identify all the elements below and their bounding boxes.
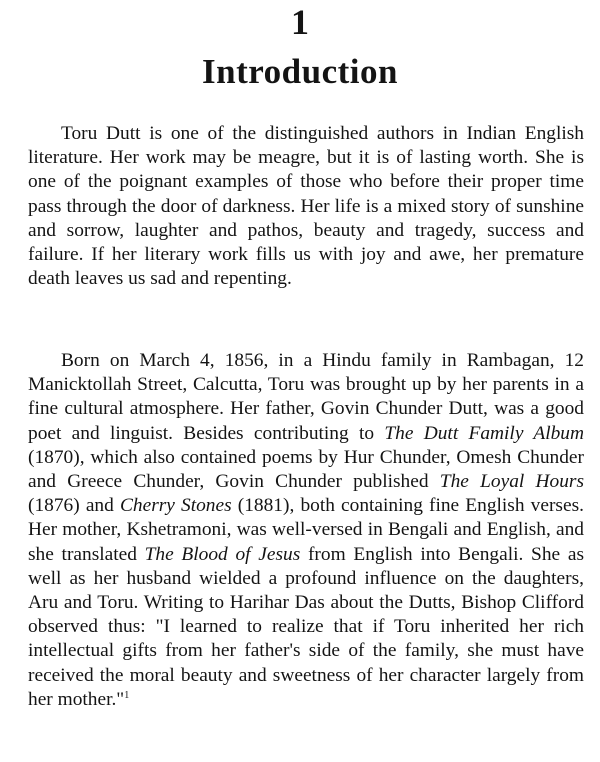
- paragraph-2-text: Born on March 4, 1856, in a Hindu family in Rambagan, 12 Manicktollah Street, Calcutta, Toru was brought up by her parents in a fine cultural atmosphere. Her father, Govin Chunder Dutt, was a good poet and linguist. Besides contributing to: [28, 350, 584, 444]
- chapter-number: 1: [291, 2, 309, 42]
- book-title-cherry-stones: Cherry Stones: [119, 495, 232, 517]
- paragraph-2: [28, 349, 584, 712]
- chapter-title: Introduction: [202, 52, 398, 91]
- book-title-blood-of-jesus: The Blood of Jesus: [144, 543, 301, 565]
- paragraph-2-text: (1870), which also contained poems by Hur Chunder, Omesh Chunder and Greece Chunder, Govin Chunder published: [28, 446, 584, 493]
- book-title-loyal-hours: The Loyal Hours: [439, 471, 585, 493]
- paragraph-2-text: (1876) and: [28, 495, 120, 517]
- paragraph-1: Toru Dutt is one of the distinguished authors in Indian English literature. Her work may be meagre, but it is of lasting worth. She is one of the poignant examples of those who before their proper time pass through the door of darkness. Her life is a mixed story of sunshine and sorrow, laughter and pathos, beauty and tragedy, success and failure. If her literary work fills us with joy and awe, her premature death leaves us sad and repenting.: [28, 123, 584, 290]
- book-title-dutt-family-album: The Dutt Family Album: [384, 422, 584, 444]
- paragraph-2-text: from English into Bengali. She as well as her husband wielded a profound influence on the daughters, Aru and Toru. Writing to Harihar Das about the Dutts, Bishop Clifford observed thus: "I learned to realize that if Toru inherited her rich intellectual gifts from her father's side of the family, she must have received the moral beauty and sweetness of her character largely from her mother.": [28, 543, 584, 710]
- paragraph-2-text: (1881), both containing fine English verses. Her mother, Kshetramoni, was well-versed in Bengali and English, and she translated: [28, 495, 584, 565]
- footnote-marker: 1: [124, 689, 130, 701]
